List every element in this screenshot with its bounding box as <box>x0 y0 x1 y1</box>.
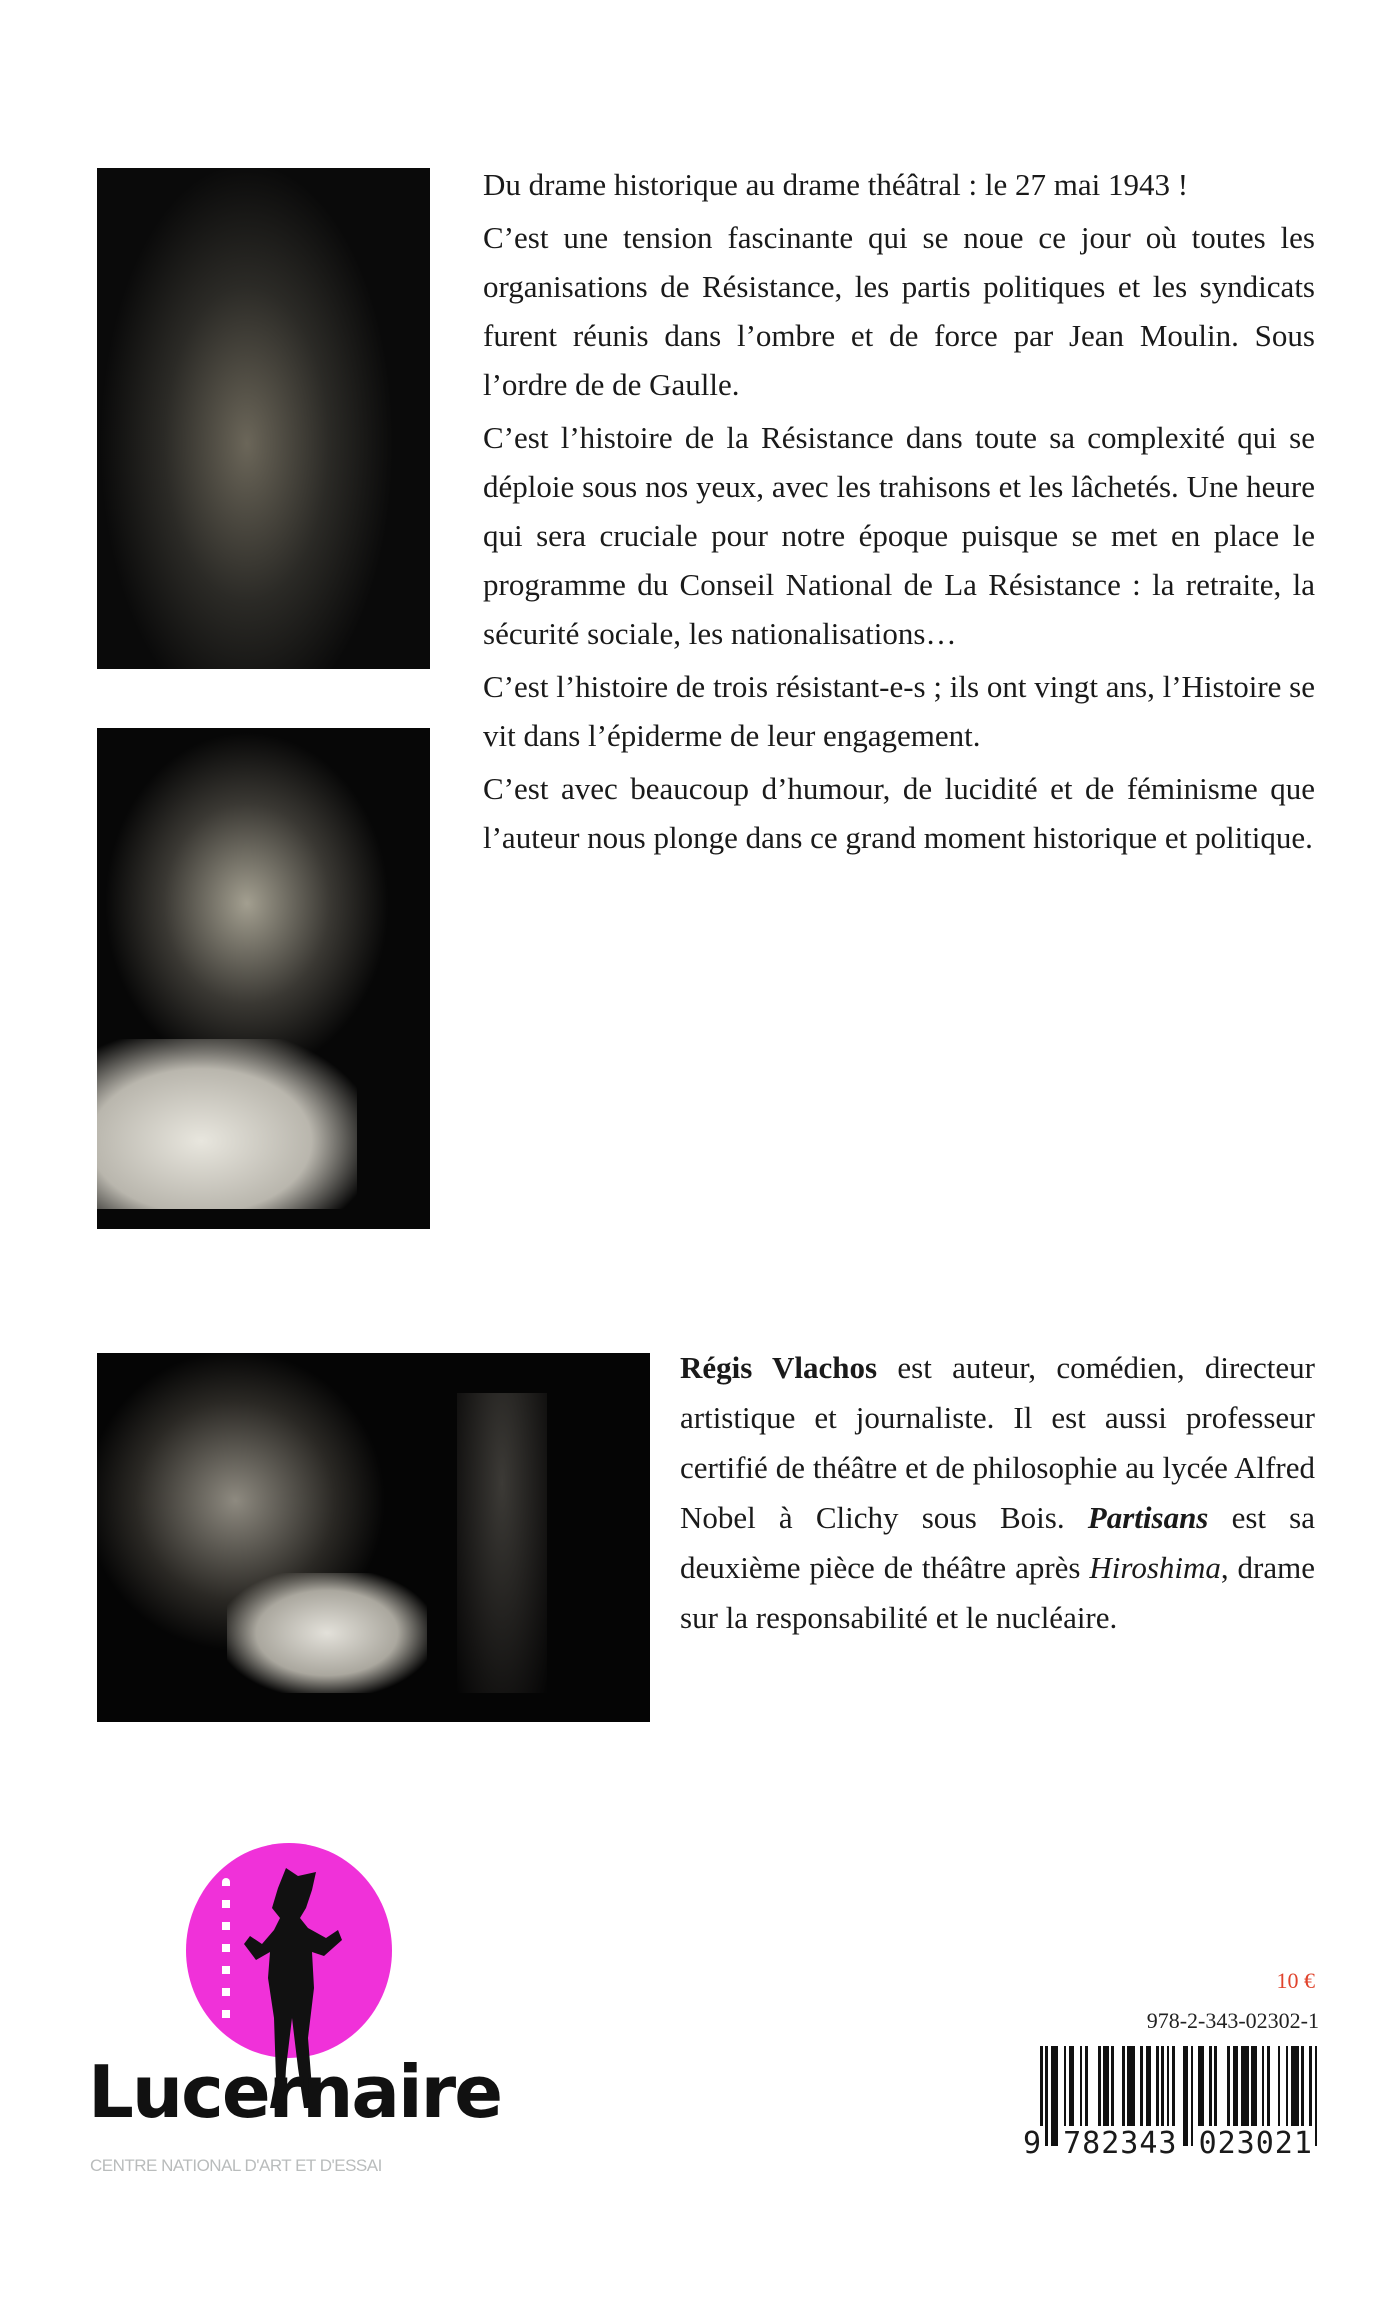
author-name: Régis Vlachos <box>680 1350 878 1385</box>
blurb-paragraph: C’est une tension fascinante qui se noue ce jour où toutes les organisations de Résistance, les partis politiques et les syndicats furent réunis dans l’ombre et de force par Jean Moulin. Sous l’ordre de de Gaulle. <box>483 220 1315 402</box>
ean-first-digit: 9 <box>1023 2126 1043 2161</box>
stage-photo-two-actors <box>97 728 430 1229</box>
logo-dots <box>222 1878 230 2028</box>
stage-photo-woman-seated <box>97 168 430 669</box>
bio-text: est sa deuxième pièce de théâtre après <box>680 1500 1315 1585</box>
ean-left-digits: 782343 <box>1063 2126 1178 2161</box>
blurb-paragraph: C’est l’histoire de trois résistant-e-s ; ils ont vingt ans, l’Histoire se vit dans l’épiderme de leur engagement. <box>483 669 1315 753</box>
lucernaire-logo <box>88 1838 508 2188</box>
bio-text: est auteur, comédien, directeur artistique et journaliste. Il est aussi professeur certifié de théâtre et de philosophie au lycée Alfred Nobel à Clichy sous Bois. <box>680 1350 1315 1535</box>
isbn: 978-2-343-02302-1 <box>1146 2008 1319 2033</box>
play-title: Partisans <box>1087 1500 1209 1535</box>
author-bio <box>680 1343 1315 1643</box>
price: 10 € <box>1276 1968 1315 1993</box>
back-cover-blurb <box>483 160 1315 866</box>
blurb-paragraph: Du drame historique au drame théâtral : le 27 mai 1943 ! <box>483 167 1189 202</box>
previous-play-title: Hiroshima <box>1089 1550 1221 1585</box>
stage-photo-confrontation <box>97 1353 650 1722</box>
logo-wordmark: Lucernaire <box>88 2050 502 2134</box>
bio-text: , drame sur la responsabilité et le nucléaire. <box>680 1550 1315 1635</box>
blurb-paragraph: C’est avec beaucoup d’humour, de lucidité et de féminisme que l’auteur nous plonge dans ce grand moment historique et politique. <box>483 771 1315 855</box>
logo-subtitle: CENTRE NATIONAL D'ART ET D'ESSAI <box>90 2156 382 2175</box>
barcode-digits <box>1022 2126 1322 2161</box>
blurb-paragraph: C’est l’histoire de la Résistance dans toute sa complexité qui se déploie sous nos yeux, avec les trahisons et les lâchetés. Une heure qui sera cruciale pour notre époque puisque se met en place le programme du Conseil National de La Résistance : la retraite, la sécurité sociale, les nationalisations… <box>483 420 1315 651</box>
ean-right-digits: 023021 <box>1198 2126 1313 2161</box>
